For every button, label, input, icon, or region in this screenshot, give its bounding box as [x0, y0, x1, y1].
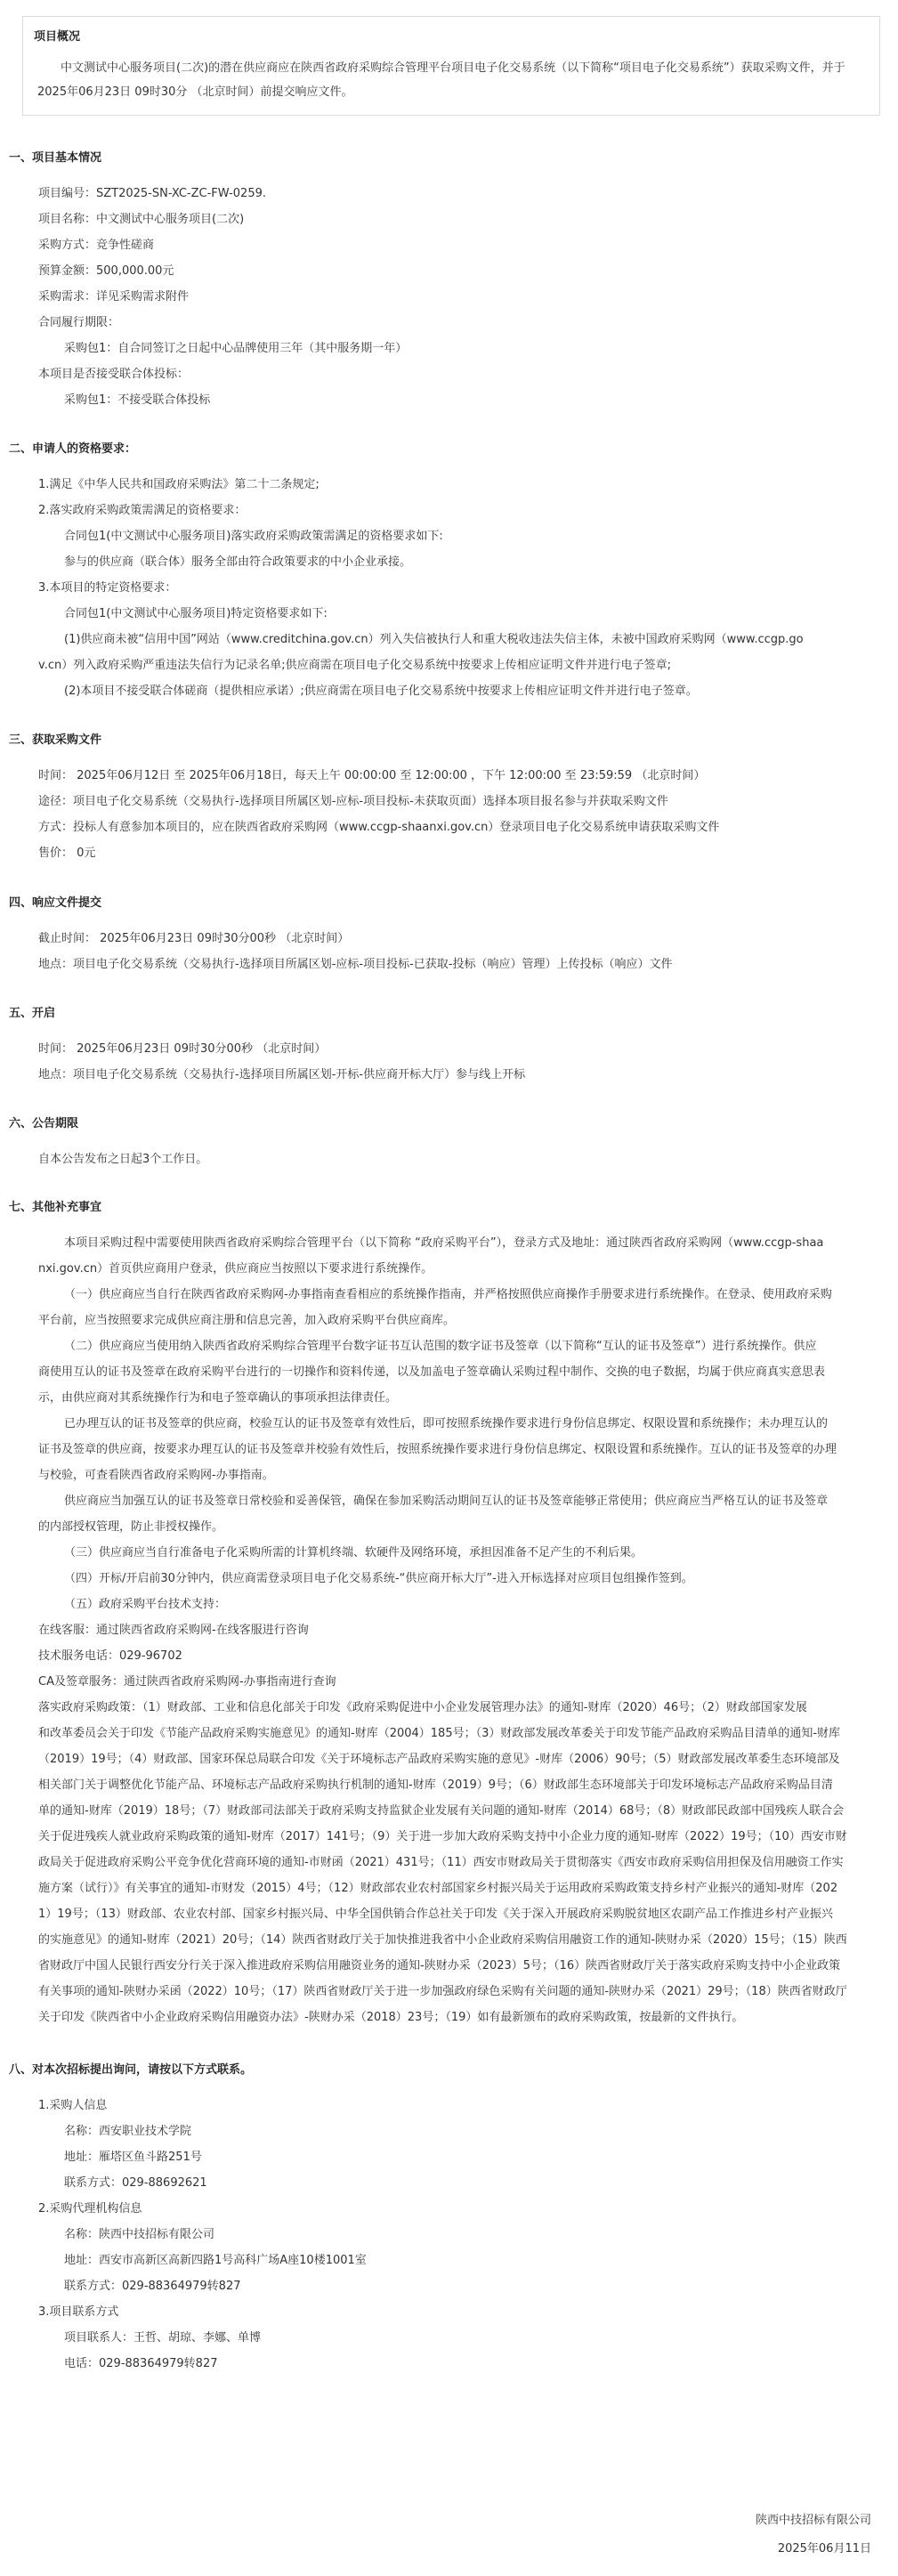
other-cert-line-1: （二）供应商应当使用纳入陕西省政府采购综合管理平台数字证书互认范围的数字证书及签章（以下简称“互认的证书及签章”）进行系统操作。供应: [64, 1340, 817, 1353]
procurement-method: 采购方式：竞争性磋商: [38, 239, 155, 252]
contact-agency-name: 名称：陕西中技招标有限公司: [64, 2228, 215, 2241]
contact-project-persons: 项目联系人：王哲、胡琼、李娜、单博: [64, 2331, 262, 2345]
overview-text: 中文测试中心服务项目(二次)的潜在供应商应在陕西省政府采购综合管理平台项目电子化交易系统（以下简称“项目电子化交易系统”）获取采购文件，并于 2025年06月23日 09时30分 （北京时间）前提交响应文件。: [37, 61, 845, 99]
obtain-channel: 途径：项目电子化交易系统（交易执行-选择项目所属区划-应标-项目投标-未获取页面）选择本项目报名参与并获取采购文件: [38, 795, 668, 808]
contact-agency-address: 地址：西安市高新区高新四路1号高科广场A座10楼1001室: [64, 2254, 367, 2267]
qual-item-2-detail: 合同包1(中文测试中心服务项目)落实政府采购政策需满足的资格要求如下:: [64, 530, 443, 543]
policy-line-2: 和改革委员会关于印发《节能产品政府采购实施意见》的通知-财库（2004）185号；（3）财政部发展改革委关于印发节能产品政府采购品目清单的通知-财库: [38, 1727, 841, 1740]
procurement-requirement: 采购需求：详见采购需求附件: [38, 290, 190, 304]
obtain-method: 方式：投标人有意参加本项目的，应在陕西省政府采购网（www.ccgp-shaanxi.gov.cn）登录项目电子化交易系统申请获取采购文件: [38, 821, 720, 834]
contact-project-phone: 电话：029-88364979转827: [64, 2357, 218, 2370]
policy-line-12: 有关事项的通知-陕财办采函（2022）10号；（17）陕西省财政厅关于进一步加强政府绿色采购有关问题的通知-陕财办采（2021）29号；（18）陕西省财政厅: [38, 1985, 847, 1998]
contact-agency-phone: 联系方式：029-88364979转827: [64, 2280, 241, 2293]
policy-line-11: 省财政厅中国人民银行西安分行关于深入推进政府采购信用融资业务的通知-陕财办采（2023）5号；（16）陕西省财政厅关于落实政府采购支持中小企业政策: [38, 1959, 841, 1973]
section-title-other: 七、其他补充事宜: [9, 1201, 102, 1214]
qual-item-3-detail: 合同包1(中文测试中心服务项目)特定资格要求如下:: [64, 607, 328, 620]
policy-line-3: （2019）19号；（4）财政部、国家环保总局联合印发《关于环境标志产品政府采购实施的意见》-财库（2006）90号；（5）财政部发展改革委生态环境部及: [38, 1753, 840, 1766]
policy-line-4: 相关部门关于调整优化节能产品、环境标志产品政府采购执行机制的通知-财库（2019）9号；（6）财政部生态环境部关于印发环境标志产品政府采购品目清: [38, 1778, 833, 1792]
policy-line-6: 关于促进残疾人就业政府采购政策的通知-财库（2017）141号；（9）关于进一步加大政府采购支持中小企业力度的通知-财库（2022）19号；（10）西安市财: [38, 1830, 847, 1843]
signature-org: 陕西中技招标有限公司: [755, 2514, 871, 2527]
contract-period-value: 采购包1：自合同签订之日起中心品牌使用三年（其中服务期一年）: [64, 342, 408, 355]
other-guide-line-2: 平台前，应当按照要求完成供应商注册和信息完善，加入政府采购平台供应商库。: [38, 1314, 456, 1327]
section-title-contact: 八、对本次招标提出询问，请按以下方式联系。: [9, 2063, 253, 2077]
policy-line-10: 的实施意见》的通知-财库（2021）20号；（14）陕西省财政厅关于加快推进我省中小企业政府采购信用融资工作的通知-陕财办采（2020）15号；（15）陕西: [38, 1933, 847, 1947]
policy-line-13: 关于印发《陕西省中小企业政府采购信用融资办法》-陕财办采（2018）23号；（19）如有最新颁布的政府采购政策，按最新的文件执行。: [38, 2011, 744, 2024]
other-verify-line-2: 证书及签章的供应商，按要求办理互认的证书及签章并校验有效性后，按照系统操作要求进行身份信息绑定、权限设置和系统操作。互认的证书及签章的办理: [38, 1443, 837, 1456]
qual-item-2-requirement: 参与的供应商（联合体）服务全部由符合政策要求的中小企业承接。: [64, 555, 412, 569]
section-title-period: 六、公告期限: [9, 1117, 79, 1130]
other-verify-line-1: 已办理互认的证书及签章的供应商，校验互认的证书及签章有效性后，即可按照系统操作要求进行身份信息绑定、权限设置和系统操作；未办理互认的: [64, 1417, 829, 1430]
qual-consortium: (2)本项目不接受联合体磋商（提供相应承诺）;供应商需在项目电子化交易系统中按要求上传相应证明文件并进行电子签章。: [64, 685, 698, 698]
signature-date: 2025年06月11日: [777, 2542, 871, 2556]
other-equipment: （三）供应商应当自行准备电子化采购所需的计算机终端、软硬件及网络环境，承担因准备不足产生的不利后果。: [64, 1546, 643, 1559]
policy-line-9: 1）19号；（13）财政部、农业农村部、国家乡村振兴局、中华全国供销合作总社关于印发《关于深入开展政府采购脱贫地区农副产品工作推进乡村产业振兴: [38, 1908, 833, 1921]
section-title-submit: 四、响应文件提交: [9, 896, 102, 910]
consortium-value: 采购包1：不接受联合体投标: [64, 393, 211, 407]
project-number: 项目编号：SZT2025-SN-XC-ZC-FW-0259.: [38, 187, 267, 200]
qual-item-3: 3.本项目的特定资格要求：: [38, 581, 177, 595]
other-keep-line-2: 的内部授权管理，防止非授权操作。: [38, 1520, 224, 1534]
obtain-price: 售价： 0元: [38, 847, 96, 860]
submit-deadline: 截止时间： 2025年06月23日 09时30分00秒 （北京时间）: [38, 932, 350, 945]
qual-credit-line-1: (1)供应商未被“信用中国”网站（www.creditchina.gov.cn）列入失信被执行人和重大税收违法失信主体，未被中国政府采购网（www.ccgp.go: [64, 633, 804, 646]
other-tech-phone: 技术服务电话：029-96702: [38, 1649, 182, 1663]
other-cert-line-2: 商使用互认的证书及签章在政府采购平台进行的一切操作和资料传递，以及加盖电子签章确认采购过程中制作、交换的电子数据，均属于供应商真实意思表: [38, 1365, 826, 1379]
contract-period-label: 合同履行期限：: [38, 316, 120, 329]
other-signin: （四）开标/开启前30分钟内，供应商需登录项目电子化交易系统-“供应商开标大厅”-进入开标选择对应项目包组操作签到。: [64, 1572, 693, 1585]
opening-time: 时间： 2025年06月23日 09时30分00秒 （北京时间）: [38, 1042, 327, 1056]
obtain-time: 时间： 2025年06月12日 至 2025年06月18日，每天上午 00:00:00 至 12:00:00 ，下午 12:00:00 至 23:59:59 （北京时间）: [38, 769, 706, 782]
policy-line-7: 政局关于促进政府采购公平竞争优化营商环境的通知-市财函（2021）431号；（11）西安市财政局关于贯彻落实《西安市政府采购信用担保及信用融资工作实: [38, 1856, 844, 1869]
contact-project-title: 3.项目联系方式: [38, 2305, 119, 2319]
project-name: 项目名称：中文测试中心服务项目(二次): [38, 213, 245, 226]
section-title-opening: 五、开启: [9, 1007, 56, 1020]
policy-line-8: 施方案（试行）》有关事宜的通知-市财发（2015）4号；（12）财政部农业农村部国家乡村振兴局关于运用政府采购政策支持乡村产业振兴的通知-财库（202: [38, 1882, 838, 1895]
other-cert-line-3: 示，由供应商对其系统操作行为和电子签章确认的事项承担法律责任。: [38, 1391, 398, 1405]
qual-item-1: 1.满足《中华人民共和国政府采购法》第二十二条规定;: [38, 478, 320, 491]
section-title-obtain: 三、获取采购文件: [9, 733, 102, 747]
contact-purchaser-name: 名称：西安职业技术学院: [64, 2125, 192, 2138]
announcement-period: 自本公告发布之日起3个工作日。: [38, 1153, 208, 1166]
overview-title: 项目概况: [34, 30, 81, 44]
other-intro-line-1: 本项目采购过程中需要使用陕西省政府采购综合管理平台（以下简称 “政府采购平台”），登录方式及地址：通过陕西省政府采购网（www.ccgp-shaa: [64, 1236, 824, 1250]
submit-location: 地点：项目电子化交易系统（交易执行-选择项目所属区划-应标-项目投标-已获取-投标（响应）管理）上传投标（响应）文件: [38, 958, 673, 971]
project-overview-box: [22, 16, 880, 116]
qual-credit-line-2: v.cn）列入政府采购严重违法失信行为记录名单;供应商需在项目电子化交易系统中按要求上传相应证明文件并进行电子签章;: [38, 659, 671, 672]
policy-line-5: 单的通知-财库（2019）18号；（7）财政部司法部关于政府采购支持监狱企业发展有关问题的通知-财库（2014）68号；（8）财政部民政部中国残疾人联合会: [38, 1804, 845, 1818]
section-title-basic-info: 一、项目基本情况: [9, 151, 102, 165]
opening-location: 地点：项目电子化交易系统（交易执行-选择项目所属区划-开标-供应商开标大厅）参与线上开标: [38, 1068, 526, 1081]
budget-amount: 预算金额：500,000.00元: [38, 264, 174, 278]
other-ca-service: CA及签章服务：通过陕西省政府采购网-办事指南进行查询: [38, 1675, 336, 1689]
policy-line-1: 落实政府采购政策：（1）财政部、工业和信息化部关于印发《政府采购促进中小企业发展管理办法》的通知-财库（2020）46号；（2）财政部国家发展: [38, 1701, 807, 1714]
contact-purchaser-title: 1.采购人信息: [38, 2099, 108, 2112]
qual-item-2: 2.落实政府采购政策需满足的资格要求：: [38, 504, 247, 517]
other-intro-line-2: nxi.gov.cn）首页供应商用户登录，供应商应当按照以下要求进行系统操作。: [38, 1262, 433, 1276]
other-guide-line-1: （一）供应商应当自行在陕西省政府采购网-办事指南查看相应的系统操作指南，并严格按照供应商操作手册要求进行系统操作。在登录、使用政府采购: [64, 1288, 832, 1301]
other-keep-line-1: 供应商应当加强互认的证书及签章日常校验和妥善保管，确保在参加采购活动期间互认的证书及签章能够正常使用；供应商应当严格互认的证书及签章: [64, 1495, 829, 1508]
consortium-label: 本项目是否接受联合体投标：: [38, 368, 190, 381]
contact-agency-title: 2.采购代理机构信息: [38, 2202, 142, 2216]
other-online-service: 在线客服：通过陕西省政府采购网-在线客服进行咨询: [38, 1624, 309, 1637]
other-tech-support-label: （五）政府采购平台技术支持：: [64, 1598, 227, 1611]
contact-purchaser-address: 地址：雁塔区鱼斗路251号: [64, 2151, 202, 2164]
contact-purchaser-phone: 联系方式：029-88692621: [64, 2176, 207, 2190]
other-verify-line-3: 与校验，可查看陕西省政府采购网-办事指南。: [38, 1469, 274, 1482]
section-title-qualification: 二、申请人的资格要求：: [9, 442, 137, 456]
